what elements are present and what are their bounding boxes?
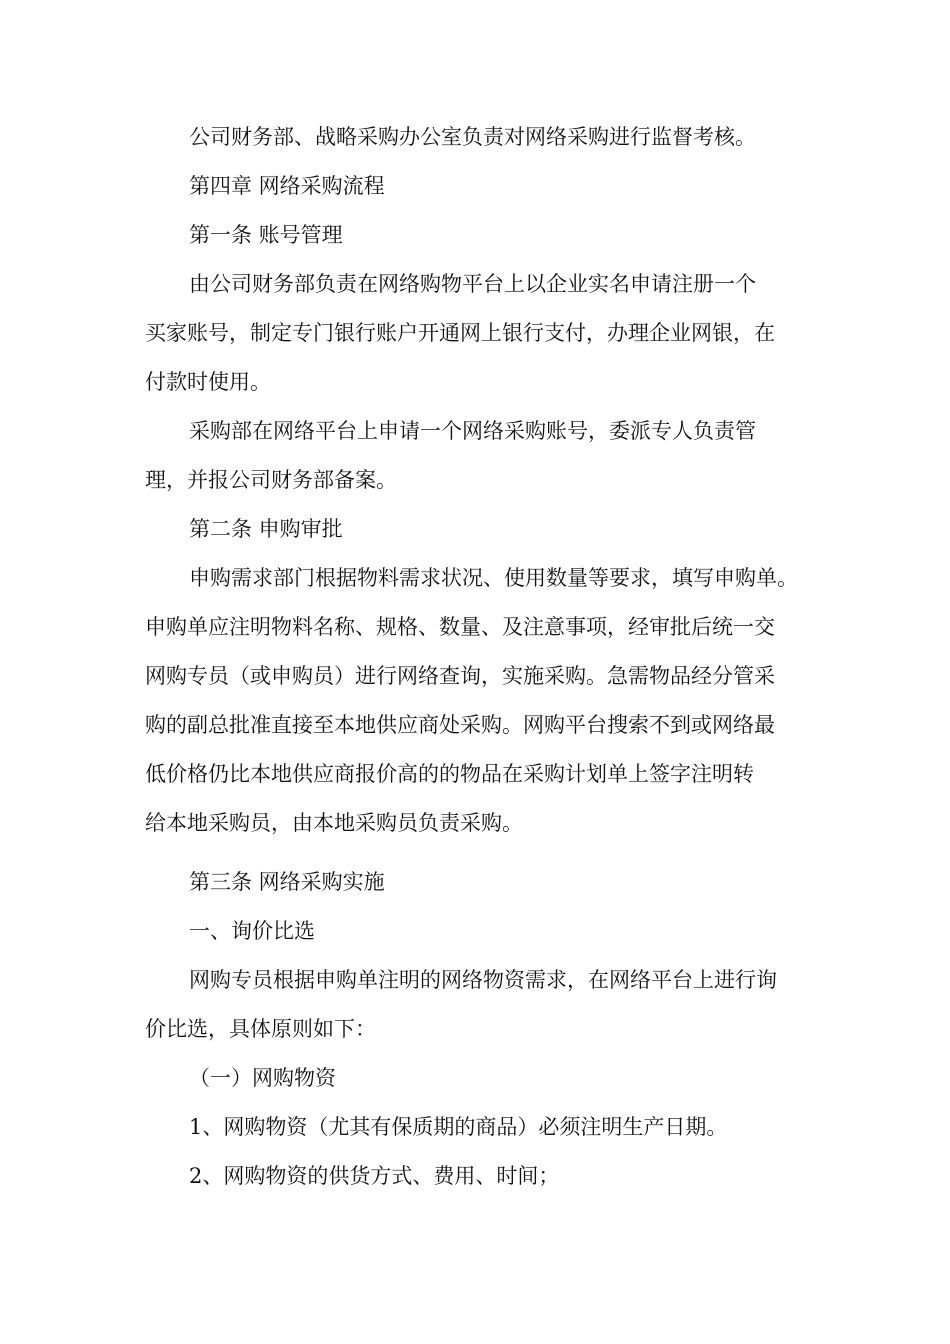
paragraph-line: 低价格仍比本地供应商报价高的的物品在采购计划单上签字注明转: [145, 762, 754, 786]
paragraph-line: 网购专员根据申购单注明的网络物资需求，在网络平台上进行询: [189, 968, 777, 992]
paragraph-line: 网购专员（或申购员）进行网络查询，实施采购。急需物品经分管采: [145, 664, 775, 688]
paragraph-line: 购的副总批准直接至本地供应商处采购。网购平台搜索不到或网络最: [145, 713, 775, 737]
document-body: [145, 113, 807, 1201]
list-item: 2、网购物资的供货方式、费用、时间；: [189, 1164, 560, 1188]
paragraph-line: 申购单应注明物料名称、规格、数量、及注意事项，经审批后统一交: [145, 615, 775, 639]
paragraph-line: 给本地采购员，由本地采购员负责采购。: [145, 811, 523, 835]
list-item: 1、网购物资（尤其有保质期的商品）必须注明生产日期。: [189, 1115, 728, 1139]
spacer: [145, 848, 807, 858]
paragraph-line: 申购需求部门根据物料需求状况、使用数量等要求，填写申购单。: [189, 566, 798, 590]
article-heading: 第一条 账号管理: [189, 223, 343, 247]
paragraph-line: 买家账号，制定专门银行账户开通网上银行支付，办理企业网银，在: [145, 321, 775, 345]
paragraph-line: 采购部在网络平台上申请一个网络采购账号，委派专人负责管: [189, 419, 756, 443]
article-heading: 第三条 网络采购实施: [189, 870, 385, 894]
paragraph-line: 公司财务部、战略采购办公室负责对网络采购进行监督考核。: [189, 125, 756, 149]
paragraph-line: 理，并报公司财务部备案。: [145, 468, 397, 492]
chapter-heading: 第四章 网络采购流程: [189, 174, 385, 198]
paragraph-line: 由公司财务部负责在网络购物平台上以企业实名申请注册一个: [189, 272, 756, 296]
subsection-heading: （一）网购物资: [189, 1066, 336, 1090]
paragraph-line: 付款时使用。: [145, 370, 271, 394]
paragraph-line: 价比选，具体原则如下：: [145, 1017, 376, 1041]
section-heading: 一、询价比选: [189, 919, 315, 943]
article-heading: 第二条 申购审批: [189, 517, 343, 541]
